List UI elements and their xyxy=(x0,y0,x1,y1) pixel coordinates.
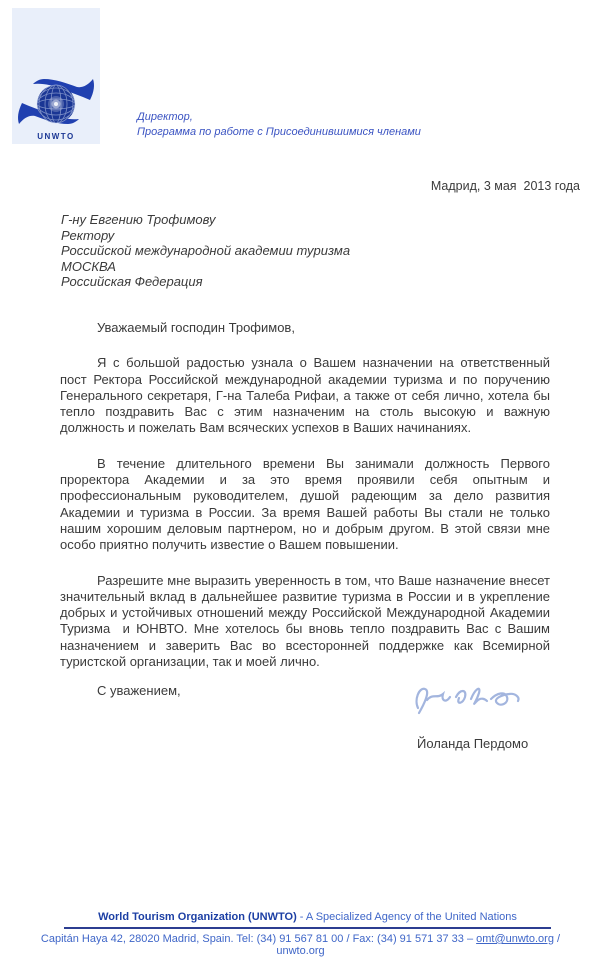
unwto-logo-text: UNWTO xyxy=(37,132,75,141)
signature-scribble-icon xyxy=(410,680,528,720)
letterhead-department xyxy=(137,110,421,140)
department-line-1: Директор, xyxy=(137,111,193,123)
footer-website: / unwto.org xyxy=(276,933,561,957)
body-paragraph-1: Я с большой радостью узнала о Вашем назначении на ответственный пост Ректора Российской международной академии туризма и по поручению Генерального секретаря, Г-на Талеба Рифаи, а также от себя лично, хотела бы тепло поздравить Вас с этим назначеним на столь высокую и важную должность и пожелать Вам всяческих успехов в Ваших начинаниях. xyxy=(60,355,550,436)
footer-org-name: World Tourism Organization (UNWTO) xyxy=(98,911,297,923)
footer-address-line xyxy=(33,933,568,957)
footer-address-text: Capitán Haya 42, 28020 Madrid, Spain. Tel: (34) 91 567 81 00 / Fax: (34) 91 571 37 33 – xyxy=(40,933,477,945)
footer-org-line xyxy=(64,911,551,923)
recipient-line: Российской международной академии туризма xyxy=(61,243,351,259)
recipient-line: МОСКВА xyxy=(61,258,116,274)
recipient-block xyxy=(61,212,350,290)
unwto-logo xyxy=(12,8,100,144)
signer-name: Йоланда Пердомо xyxy=(417,736,529,751)
footer-email: omt@unwto.org xyxy=(476,933,554,945)
recipient-line: Ректору xyxy=(61,227,115,243)
footer-divider xyxy=(64,927,551,929)
recipient-line: Российская Федерация xyxy=(61,274,203,290)
body-paragraph-3: Разрешите мне выразить уверенность в том, что Ваше назначение внесет значительный вклад в дальнейшее развитие туризма в России и в укрепление добрых и устойчивых отношений между Российской Международной Академии Туризма и ЮНВТО. Мне хотелось бы вновь тепло поздравить Вас с Вашим назначением и заверить Вас во всесторонней поддержке как Всемирной туристской организации, так и моей лично. xyxy=(60,572,550,670)
body-paragraph-2: В течение длительного времени Вы занимали должность Первого проректора Академии и за это время проявили себя опытным и профессиональным руководителем, душой радеющим за дело развития Академии и туризма в России. За время Вашей работы Вы стали не только нашим хорошим деловым партнером, но и добрым другом. В этой связи мне особо приятно получить известие о Вашем повышении. xyxy=(60,455,550,553)
closing: С уважением, xyxy=(97,683,181,699)
footer-org-tagline: - A Specialized Agency of the United Nations xyxy=(296,911,517,923)
signature-image xyxy=(410,680,528,720)
letter-body xyxy=(60,320,550,700)
date-line: Мадрид, 3 мая 2013 года xyxy=(430,179,580,193)
recipient-line: Г-ну Евгению Трофимову xyxy=(61,212,216,227)
globe-icon xyxy=(37,85,75,123)
department-line-2: Программа по работе с Присоединившимися членами xyxy=(137,126,421,138)
salutation: Уважаемый господин Трофимов, xyxy=(97,320,295,335)
letterhead-box xyxy=(12,8,100,144)
